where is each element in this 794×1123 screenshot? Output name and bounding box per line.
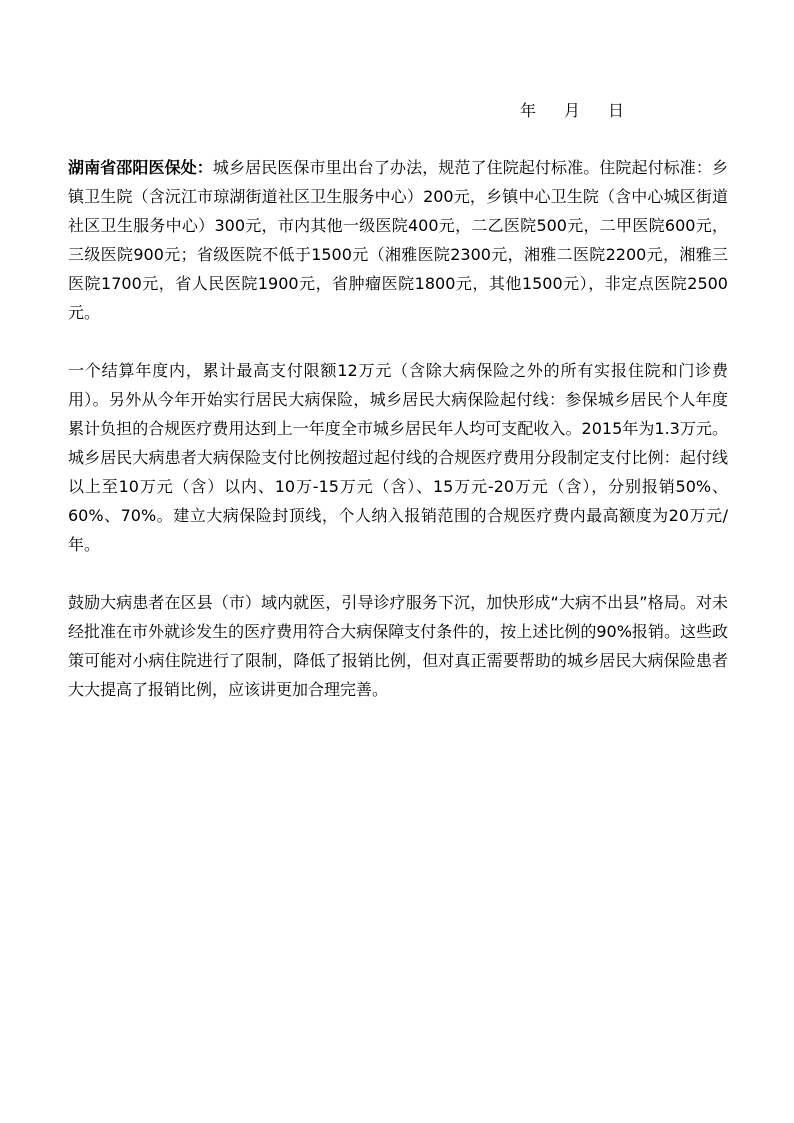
paragraph-3: 鼓励大病患者在区县（市）域内就医，引导诊疗服务下沉，加快形成“大病不出县”格局。对未经批准在市外就诊发生的医疗费用符合大病保障支付条件的，按上述比例的90%报销。这些政策可能对小病住院进行了限制，降低了报销比例，但对真正需要帮助的城乡居民大病保险患者大大提高了报销比例，应该讲更加合理完善。 xyxy=(68,593,728,699)
date-month-label: 月 xyxy=(564,101,581,120)
date-day-label: 日 xyxy=(608,101,625,120)
date-year-label: 年 xyxy=(520,101,537,120)
letter-body xyxy=(68,153,728,733)
date-line xyxy=(520,100,720,122)
addressee: 湖南省邵阳医保处： xyxy=(68,158,213,177)
paragraph-1 xyxy=(68,153,728,327)
paragraph-2: 一个结算年度内，累计最高支付限额12万元（含除大病保险之外的所有实报住院和门诊费用）。另外从今年开始实行居民大病保险，城乡居民大病保险起付线：参保城乡居民个人年度累计负担的合规医疗费用达到上一年度全市城乡居民年人均可支配收入。2015年为1.3万元。城乡居民大病患者大病保险支付比例按超过起付线的合规医疗费用分段制定支付比例：起付线以上至10万元（含）以内、10万-15万元（含）、15万元-20万元（含），分别报销50%、60%、70%。建立大病保险封顶线，个人纳入报销范围的合规医疗费内最高额度为20万元/年。 xyxy=(68,361,728,554)
paragraph-1-body: 城乡居民医保市里出台了办法，规范了住院起付标准。住院起付标准：乡镇卫生院（含沅江市琼湖街道社区卫生服务中心）200元，乡镇中心卫生院（含中心城区街道社区卫生服务中心）300元，市内其他一级医院400元，二乙医院500元，二甲医院600元，三级医院900元；省级医院不低于1500元（湘雅医院2300元，湘雅二医院2200元，湘雅三医院1700元，省人民医院1900元，省肿瘤医院1800元，其他1500元），非定点医院2500元。 xyxy=(68,158,728,322)
